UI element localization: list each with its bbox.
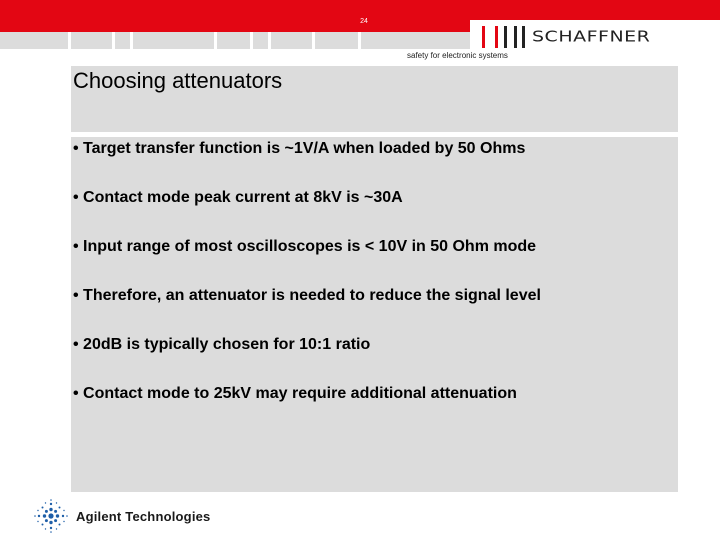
header-strip [0,32,470,49]
bullet-item: • Therefore, an attenuator is needed to reduce the signal level [73,287,541,304]
strip-divider [358,32,361,49]
bullet-item: • Target transfer function is ~1V/A when loaded by 50 Ohms [73,140,526,157]
content-panel [71,137,678,492]
bullet-item: • Contact mode peak current at 8kV is ~30A [73,189,403,206]
title-panel [71,66,678,132]
agilent-company-name: Agilent Technologies [76,509,211,524]
bullet-item: • Input range of most oscilloscopes is < 10V in 50 Ohm mode [73,238,537,255]
strip-divider [268,32,271,49]
brand-text: schaffner [532,22,651,47]
strip-divider [250,32,253,49]
strip-divider [312,32,315,49]
schaffner-wordmark [532,23,650,47]
bullet-item: • 20dB is typically chosen for 10:1 ratio [73,336,371,353]
brand-tagline: safety for electronic systems [407,51,508,60]
strip-divider [112,32,115,49]
schaffner-logo-icon [482,22,530,48]
schaffner-brand-name [532,20,650,50]
strip-divider [214,32,217,49]
strip-divider [68,32,71,49]
page-number: 24 [360,18,368,25]
slide-title: Choosing attenuators [73,68,283,93]
agilent-spark-icon [33,498,69,534]
bullet-item: • Contact mode to 25kV may require additional attenuation [73,385,517,402]
strip-divider [130,32,133,49]
